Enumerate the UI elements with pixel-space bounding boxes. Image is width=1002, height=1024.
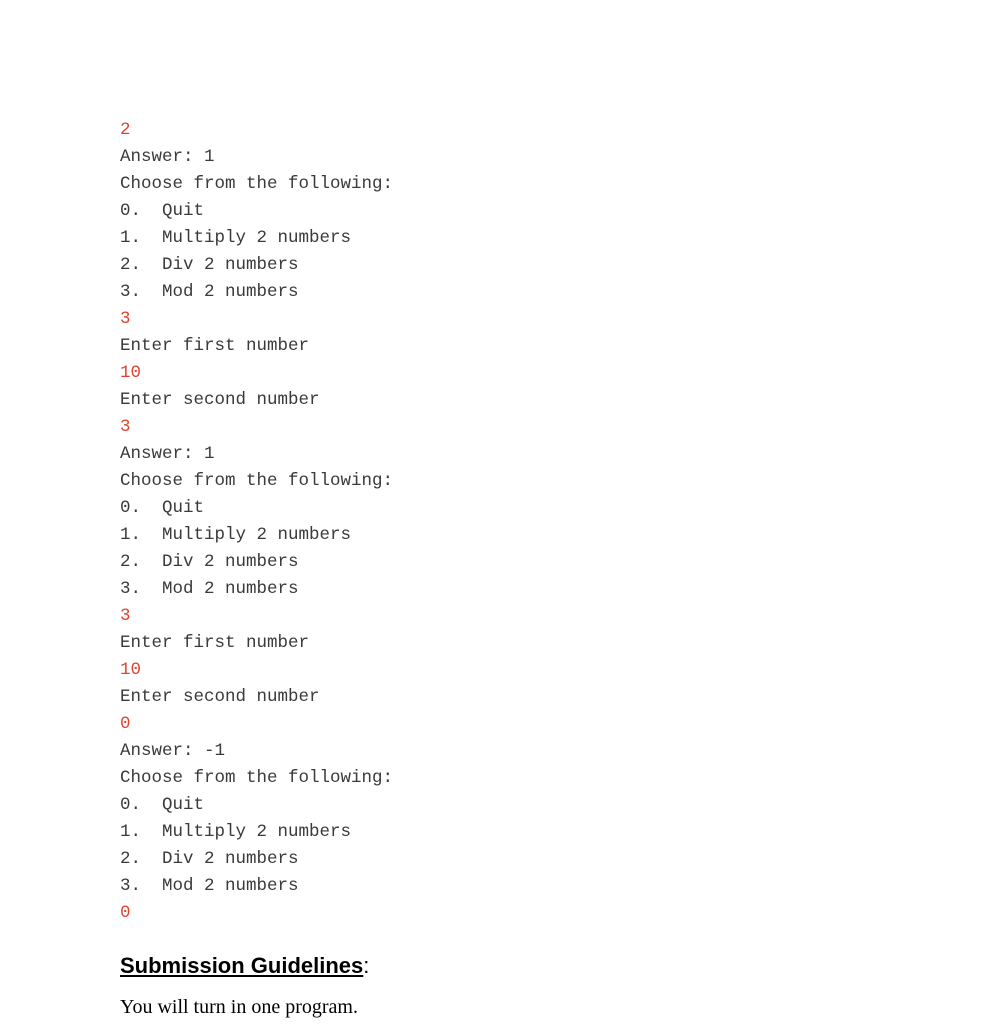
- console-output-line: Answer: 1: [120, 147, 215, 167]
- console-output-line: Choose from the following:: [120, 471, 394, 491]
- section-heading: [120, 952, 369, 980]
- console-user-input-line: 10: [120, 363, 142, 383]
- console-user-input-line: 10: [120, 660, 142, 680]
- console-output-line: Enter first number: [120, 633, 310, 653]
- console-output-line: Enter first number: [120, 336, 310, 356]
- console-output-line: Choose from the following:: [120, 174, 394, 194]
- console-output-line: 3. Mod 2 numbers: [120, 876, 299, 896]
- console-user-input-line: 0: [120, 903, 131, 923]
- console-output-line: Choose from the following:: [120, 768, 394, 788]
- console-output-line: Enter second number: [120, 687, 320, 707]
- console-output-line: 3. Mod 2 numbers: [120, 282, 299, 302]
- console-output-line: 0. Quit: [120, 201, 205, 221]
- console-output-line: Enter second number: [120, 390, 320, 410]
- console-output-line: 1. Multiply 2 numbers: [120, 228, 352, 248]
- console-output-line: 1. Multiply 2 numbers: [120, 525, 352, 545]
- console-output-line: 2. Div 2 numbers: [120, 255, 299, 275]
- section-body-text: You will turn in one program.: [120, 996, 358, 1018]
- console-output-line: Answer: 1: [120, 444, 215, 464]
- section-heading-colon: :: [363, 953, 370, 978]
- console-user-input-line: 3: [120, 417, 131, 437]
- console-output-line: 3. Mod 2 numbers: [120, 579, 299, 599]
- console-user-input-line: 3: [120, 309, 131, 329]
- console-output-line: 0. Quit: [120, 498, 205, 518]
- console-output-line: 2. Div 2 numbers: [120, 849, 299, 869]
- section-heading-text: Submission Guidelines: [120, 953, 364, 978]
- console-user-input-line: 2: [120, 120, 131, 140]
- console-output-line: Answer: -1: [120, 741, 226, 761]
- console-user-input-line: 0: [120, 714, 131, 734]
- console-output-line: 0. Quit: [120, 795, 205, 815]
- console-output-line: 1. Multiply 2 numbers: [120, 822, 352, 842]
- console-user-input-line: 3: [120, 606, 131, 626]
- console-transcript: [120, 117, 393, 927]
- console-output-line: 2. Div 2 numbers: [120, 552, 299, 572]
